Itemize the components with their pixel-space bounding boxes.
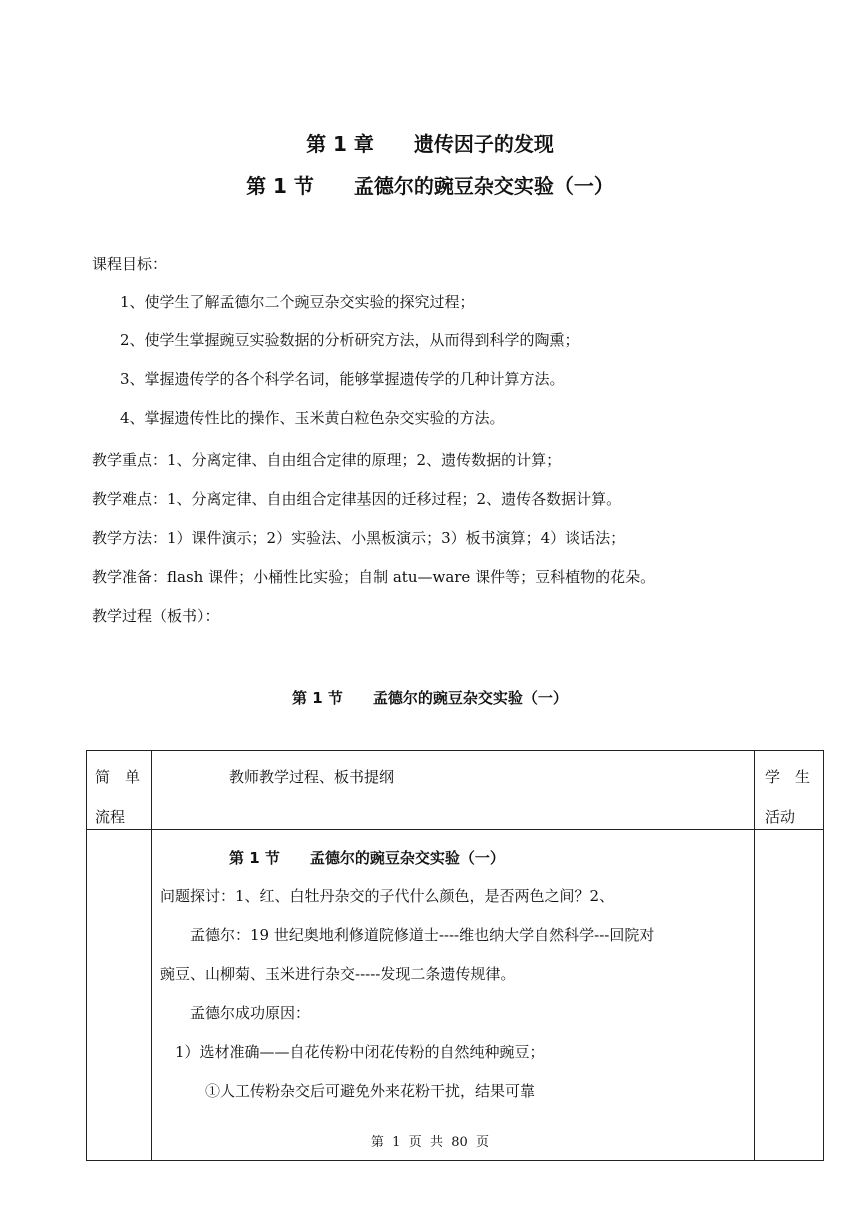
lesson-table bbox=[86, 750, 824, 1161]
goals-label: 课程目标： bbox=[92, 255, 168, 273]
content-line: 1）选材准确——自花传粉中闭花传粉的自然纯种豌豆； bbox=[160, 1043, 545, 1061]
body-cell-student bbox=[755, 830, 824, 1161]
header-cell-flow bbox=[87, 751, 152, 830]
section-title: 第 1 节 孟德尔的豌豆杂交实验（一） bbox=[246, 174, 614, 198]
header-student-line1: 学 生 bbox=[765, 768, 811, 786]
page-footer: 第 1 页 共 80 页 bbox=[370, 1135, 490, 1150]
goal-item: 1、使学生了解孟德尔二个豌豆杂交实验的探究过程； bbox=[120, 293, 475, 311]
content-line: 豌豆、山柳菊、玉米进行杂交-----发现二条遗传规律。 bbox=[160, 965, 516, 983]
process-label: 教学过程（板书）： bbox=[92, 607, 220, 625]
board-title: 第 1 节 孟德尔的豌豆杂交实验（一） bbox=[292, 689, 568, 707]
goal-item: 4、掌握遗传性比的操作、玉米黄白粒色杂交实验的方法。 bbox=[120, 409, 505, 427]
teaching-methods: 教学方法：1）课件演示；2）实验法、小黑板演示；3）板书演算；4）谈话法； bbox=[92, 529, 626, 547]
content-line: 孟德尔成功原因： bbox=[160, 1004, 311, 1022]
chapter-title: 第 1 章 遗传因子的发现 bbox=[306, 132, 554, 156]
body-cell-teacher bbox=[152, 830, 755, 1161]
header-cell-student bbox=[755, 751, 824, 830]
content-line: 孟德尔：19 世纪奥地利修道院修道士----维也纳大学自然科学---回院对 bbox=[160, 926, 655, 944]
difficult-points: 教学难点：1、分离定律、自由组合定律基因的迁移过程；2、遗传各数据计算。 bbox=[92, 490, 622, 508]
header-flow-line2: 流程 bbox=[95, 808, 126, 826]
content-line: ①人工传粉杂交后可避免外来花粉干扰，结果可靠 bbox=[160, 1082, 536, 1100]
teaching-preparation: 教学准备：flash 课件；小桶性比实验；自制 atu—ware 课件等；豆科植物的花朵。 bbox=[92, 568, 656, 586]
table-row bbox=[87, 830, 824, 1161]
key-points: 教学重点：1、分离定律、自由组合定律的原理；2、遗传数据的计算； bbox=[92, 451, 562, 469]
goal-item: 2、使学生掌握豌豆实验数据的分析研究方法，从而得到科学的陶熏； bbox=[120, 331, 580, 349]
table-header-row bbox=[87, 751, 824, 830]
header-flow-line1: 简 单 bbox=[95, 768, 141, 786]
header-cell-teacher bbox=[152, 751, 755, 830]
goal-item: 3、掌握遗传学的各个科学名词，能够掌握遗传学的几种计算方法。 bbox=[120, 370, 565, 388]
body-cell-flow bbox=[87, 830, 152, 1161]
header-student-line2: 活动 bbox=[765, 808, 796, 826]
content-line: 问题探讨：1、红、白牡丹杂交的子代什么颜色，是否两色之间？2、 bbox=[160, 887, 615, 905]
content-title: 第 1 节 孟德尔的豌豆杂交实验（一） bbox=[229, 849, 505, 867]
header-teacher-label: 教师教学过程、板书提纲 bbox=[229, 768, 395, 786]
